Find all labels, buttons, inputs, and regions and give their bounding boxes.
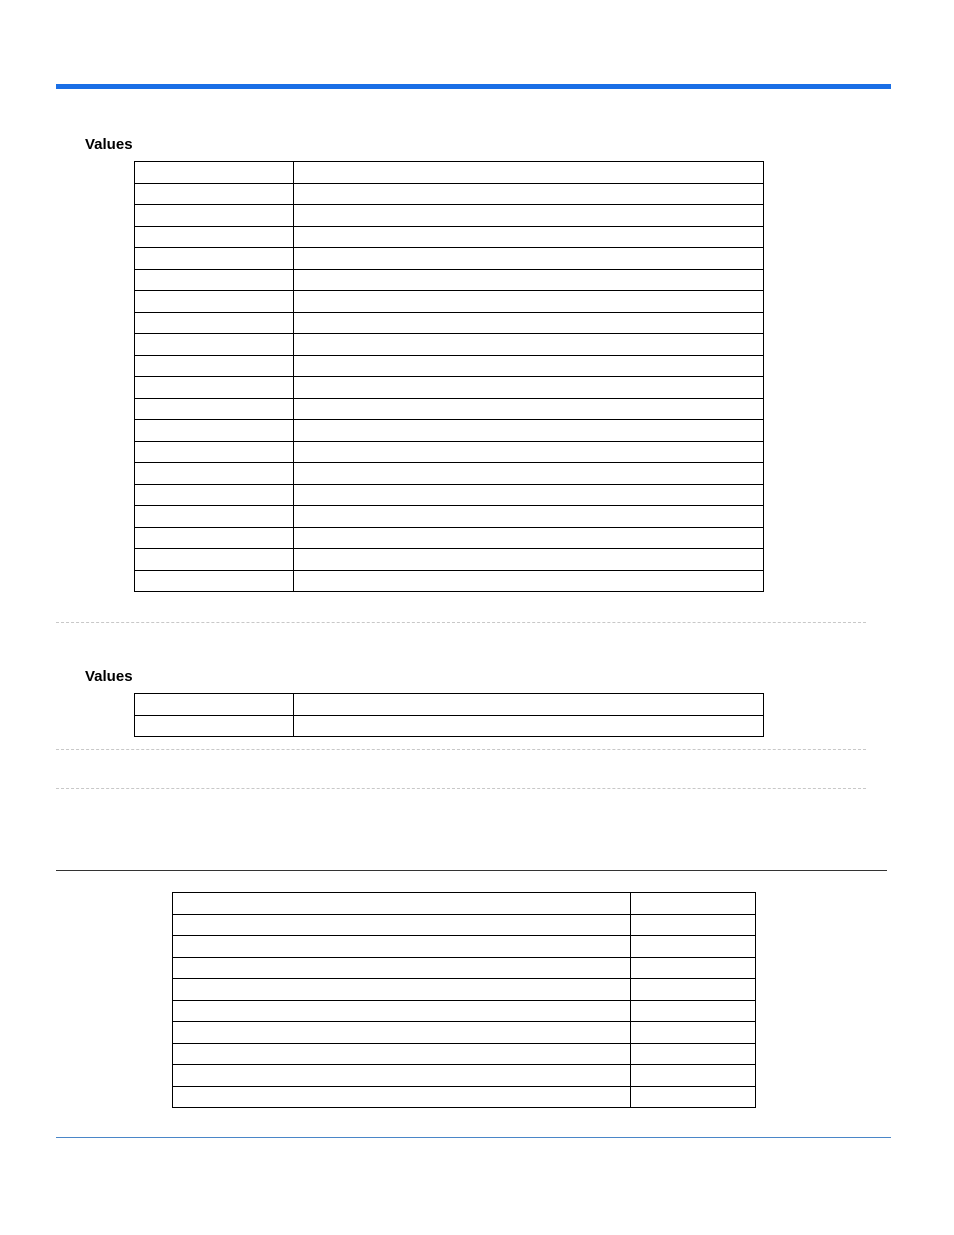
table-cell <box>135 484 294 506</box>
table-cell <box>135 377 294 399</box>
section-heading-values-2: Values <box>85 668 133 685</box>
table-cell <box>294 226 764 248</box>
table-cell <box>294 527 764 549</box>
table-cell <box>173 1022 631 1044</box>
values-table-2-body <box>135 694 764 737</box>
table-cell <box>135 527 294 549</box>
table-cell <box>294 549 764 571</box>
dashed-divider <box>56 788 866 789</box>
table-row <box>135 183 764 205</box>
table-row <box>135 463 764 485</box>
summary-table <box>172 892 756 1108</box>
table-row <box>135 269 764 291</box>
table-cell <box>135 291 294 313</box>
table-row <box>135 398 764 420</box>
header-accent-bar <box>56 84 891 89</box>
table-cell <box>631 1065 756 1087</box>
table-row <box>135 420 764 442</box>
table-row <box>135 377 764 399</box>
table-cell <box>135 312 294 334</box>
table-cell <box>294 715 764 737</box>
table-row <box>135 226 764 248</box>
table-row <box>173 979 756 1001</box>
table-cell <box>294 162 764 184</box>
table-cell <box>294 484 764 506</box>
section-heading-values-1: Values <box>85 136 133 153</box>
table-cell <box>631 1086 756 1108</box>
table-cell <box>294 377 764 399</box>
table-row <box>173 914 756 936</box>
table-row <box>135 334 764 356</box>
table-row <box>135 549 764 571</box>
table-cell <box>294 506 764 528</box>
table-cell <box>294 248 764 270</box>
table-cell <box>631 893 756 915</box>
table-row <box>135 570 764 592</box>
table-cell <box>631 914 756 936</box>
values-table-1-body <box>135 162 764 592</box>
table-cell <box>135 441 294 463</box>
table-row <box>135 694 764 716</box>
table-cell <box>294 570 764 592</box>
table-cell <box>631 979 756 1001</box>
table-cell <box>135 248 294 270</box>
table-cell <box>173 1086 631 1108</box>
table-row <box>135 506 764 528</box>
table-cell <box>173 936 631 958</box>
table-cell <box>631 936 756 958</box>
table-cell <box>173 893 631 915</box>
table-row <box>135 484 764 506</box>
table-cell <box>294 420 764 442</box>
table-cell <box>631 957 756 979</box>
table-cell <box>631 1000 756 1022</box>
dashed-divider <box>56 622 866 623</box>
table-row <box>173 1065 756 1087</box>
section-rule <box>56 870 887 871</box>
table-cell <box>294 312 764 334</box>
table-cell <box>294 269 764 291</box>
table-row <box>173 1043 756 1065</box>
table-row <box>135 291 764 313</box>
table-cell <box>294 291 764 313</box>
table-cell <box>135 398 294 420</box>
table-cell <box>173 979 631 1001</box>
table-cell <box>173 1043 631 1065</box>
summary-table-body <box>173 893 756 1108</box>
table-row <box>135 162 764 184</box>
table-cell <box>173 957 631 979</box>
table-row <box>135 527 764 549</box>
values-table-1 <box>134 161 764 592</box>
table-row <box>173 957 756 979</box>
table-cell <box>135 694 294 716</box>
table-cell <box>135 506 294 528</box>
table-row <box>173 936 756 958</box>
table-cell <box>631 1022 756 1044</box>
table-cell <box>294 694 764 716</box>
table-cell <box>631 1043 756 1065</box>
table-cell <box>135 570 294 592</box>
table-cell <box>173 914 631 936</box>
table-cell <box>135 355 294 377</box>
table-cell <box>294 183 764 205</box>
table-cell <box>294 205 764 227</box>
dashed-divider <box>56 749 866 750</box>
table-row <box>135 715 764 737</box>
table-row <box>135 312 764 334</box>
table-cell <box>135 162 294 184</box>
table-row <box>135 355 764 377</box>
table-row <box>135 441 764 463</box>
table-cell <box>294 463 764 485</box>
table-cell <box>135 334 294 356</box>
table-cell <box>135 463 294 485</box>
table-cell <box>294 334 764 356</box>
values-table-2 <box>134 693 764 737</box>
table-row <box>173 1000 756 1022</box>
table-cell <box>294 398 764 420</box>
table-row <box>135 248 764 270</box>
table-cell <box>135 715 294 737</box>
table-cell <box>294 441 764 463</box>
table-row <box>135 205 764 227</box>
table-cell <box>294 355 764 377</box>
table-cell <box>135 549 294 571</box>
table-cell <box>135 269 294 291</box>
table-cell <box>135 183 294 205</box>
table-row <box>173 1086 756 1108</box>
table-row <box>173 1022 756 1044</box>
footer-rule <box>56 1137 891 1138</box>
table-cell <box>135 420 294 442</box>
table-row <box>173 893 756 915</box>
table-cell <box>173 1000 631 1022</box>
table-cell <box>173 1065 631 1087</box>
table-cell <box>135 226 294 248</box>
table-cell <box>135 205 294 227</box>
